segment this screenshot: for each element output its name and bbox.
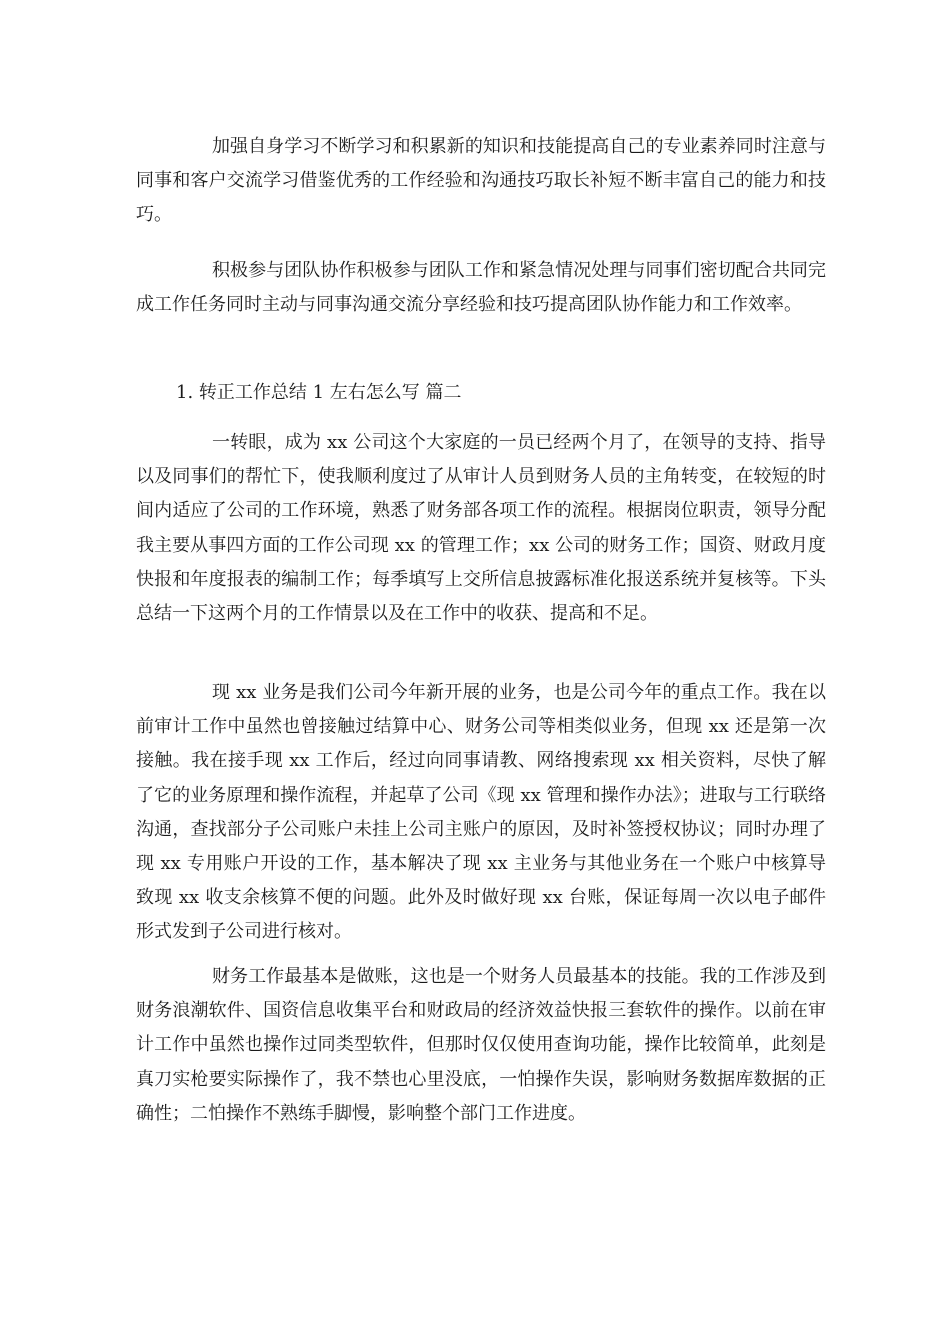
- paragraph-team-collaboration: 积极参与团队协作积极参与团队工作和紧急情况处理与同事们密切配合共同完成工作任务同时主动与同事沟通交流分享经验和技巧提高团队协作能力和工作效率。: [136, 260, 826, 316]
- paragraph-self-learning: 加强自身学习不断学习和积累新的知识和技能提高自己的专业素养同时注意与同事和客户交流学习借鉴优秀的工作经验和沟通技巧取长补短不断丰富自己的能力和技巧。: [136, 136, 826, 226]
- paragraph-intro-two-months: 一转眼，成为 xx 公司这个大家庭的一员已经两个月了，在领导的支持、指导以及同事们的帮忙下，使我顺利度过了从审计人员到财务人员的主角转变，在较短的时间内适应了公司的工作环境，熟悉了财务部各项工作的流程。根据岗位职责，领导分配我主要从事四方面的工作公司现 xx 的管理工作；xx 公司的财务工作；国资、财政月度快报和年度报表的编制工作；每季填写上交所信息披露标准化报送系统并复核等。下头总结一下这两个月的工作情景以及在工作中的收获、提高和不足。: [136, 432, 826, 625]
- paragraph-accounting-work: 财务工作最基本是做账，这也是一个财务人员最基本的技能。我的工作涉及到财务浪潮软件、国资信息收集平台和财政局的经济效益快报三套软件的操作。以前在审计工作中虽然也操作过同类型软件，但那时仅仅使用查询功能，操作比较简单，此刻是真刀实枪要实际操作了，我不禁也心里没底，一怕操作失误，影响财务数据库数据的正确性；二怕操作不熟练手脚慢，影响整个部门工作进度。: [136, 966, 826, 1124]
- paragraph-xx-business: 现 xx 业务是我们公司今年新开展的业务，也是公司今年的重点工作。我在以前审计工作中虽然也曾接触过结算中心、财务公司等相类似业务，但现 xx 还是第一次接触。我在接手现 xx 工作后，经过向同事请教、网络搜索现 xx 相关资料，尽快了解了它的业务原理和操作流程，并起草了公司《现 xx 管理和操作办法》；进取与工行联络沟通，查找部分子公司账户未挂上公司主账户的原因，及时补签授权协议；同时办理了现 xx 专用账户开设的工作，基本解决了现 xx 主业务与其他业务在一个账户中核算导致现 xx 收支余核算不便的问题。此外及时做好现 xx 台账，保证每周一次以电子邮件形式发到子公司进行核对。: [136, 682, 826, 943]
- section-heading: 1. 转正工作总结 1 左右怎么写 篇二: [176, 382, 462, 403]
